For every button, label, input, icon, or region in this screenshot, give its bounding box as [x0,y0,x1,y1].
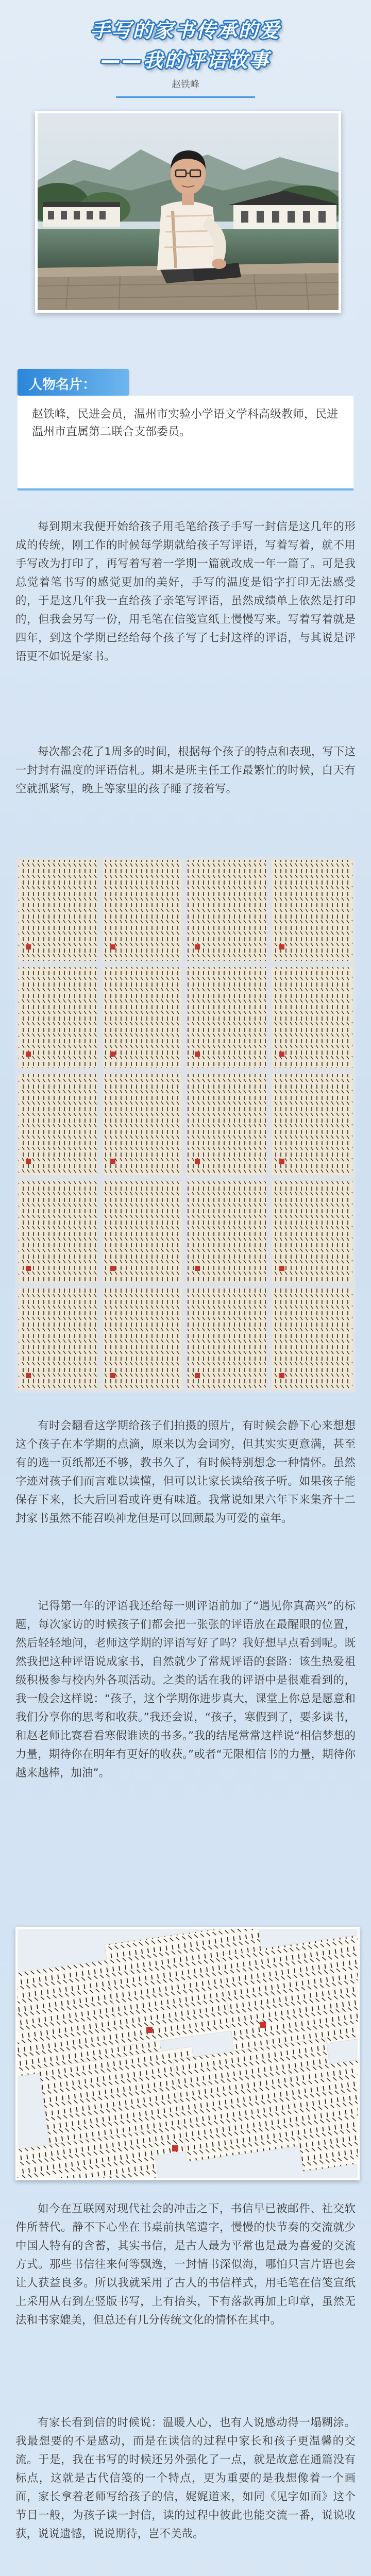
letters-stack-illustration [18,1929,358,2178]
author-photo [35,111,341,313]
paragraph-4: 记得第一年的评语我还给每一则评语前加了“遇见你真高兴”的标题，每次家访的时候孩子们都会把一张张的评语放在最醒眼的位置，然后轻轻地问，老师这学期的评语写好了吗？我好想早点看到呢。既然我把这种评语说成家书，自然就少了常规评语的套路：该生热爱祖级积极参与校内外各项活动。之类的话在我的评语中是很难看到的，我一般会这样说：“孩子，这个学期你进步真大，课堂上你总是愿意和我们分享你的思考和收获。”我还会说，“孩子，寒假到了，要多读书，和赵老师比赛看看寒假谁读的书多。”我的结尾常常这样说“相信梦想的力量，期待你在明年有更好的收获。”或者“无限相信书的力量，期待你越来越棒，加油”。 [15,1600,356,1780]
author-photo-illustration [38,113,339,310]
paragraph-2: 每次都会花了1周多的时间，根据每个孩子的特点和表现，写下这一封封有温度的评语信札。期末是班主任工作最繁忙的时候，白天有空就抓紧写，晚上等家里的孩子睡了接着写。 [15,745,356,795]
paragraph-1: 每到期末我便开始给孩子用毛笔给孩子手写一封信是这几年的形成的传统，刚工作的时候每学期就给孩子写评语，写着写着，就不用手写改为打印了，再写着写着一学期一篇就改成一年一篇了。可是我总觉着笔书写的感觉更加的美好，手写的温度是铅字打印无法感受的，于是这几年我一直给孩子亲笔写评语，虽然成绩单上依然是打印的，但我会另写一份，用毛笔在信笺宣纸上慢慢写来。写着写着就是四年，到这个学期已经给每个孩子写了七封这样的评语，与其说是评语更不如说是家书。 [15,520,356,663]
article-title [0,15,371,75]
letter-gallery-images [15,857,356,1393]
letters-stack-photo [15,1927,360,2180]
profile-heading [18,369,129,396]
profile-heading-label: 人物名片： [29,377,96,393]
title-line-2: ——我的评语故事 [100,49,270,72]
title-line-1: 手写的家书传承的爱 [90,19,281,42]
author-divider [116,96,255,98]
paragraph-6: 有家长看到信的时候说：温暖人心，也有人说感动得一塌糊涂。我最想要的不是感动，而是在读信的过程中家长和孩子更温馨的交流。于是，我在书写的时候还另外强化了一点，就是故意在通篇没有标点，这就是古代信笺的一个特点，更为重要的是我想像着一个画面，家长拿着老师写给孩子的信，娓娓道来，如同《见字如面》这个节目一般，为孩子读一封信，读的过程中彼此也能交流一番，说说收获，说说遗憾，说说期待，岂不美哉。 [15,2416,356,2540]
letter-gallery [15,857,356,1393]
profile-card [18,396,353,490]
profile-text: 赵铁峰，民进会员，温州市实验小学语文学科高级教师，民进温州市直属第二联合支部委员。 [32,408,339,438]
paragraph-5: 如今在互联网对现代社会的冲击之下，书信早已被邮件、社交软件所替代。静不下心坐在书桌前执笔遣字，慢慢的快节奏的交流就少中国人特有的含蓄，其实书信，是古人最为平常也是最为喜爱的交流方式。那些书信往来何等飘逸，一封情书深似海，哪怕只言片语也会让人获益良多。所以我就采用了古人的书信样式，用毛笔在信笺宣纸上采用从右到左竖版书写，上有抬头，下有落款再加上印章，虽然无法和书家媲美，但总还有几分传统文化的情怀在其中。 [15,2202,356,2327]
author-name: 赵铁峰 [172,79,199,90]
paragraph-3: 有时会翻看这学期给孩子们拍摄的照片，有时候会静下心来想想这个孩子在本学期的点滴，原来以为会词穷，但其实实更意满，甚至有的选一页纸都还不够，教书久了，有时候特别想念一种情怀。虽然字迹对孩子们而言难以读懂，但可以让家长读给孩子听。如果孩子能保存下来，长大后回看或许更有味道。我常说如果六年下来集齐十二封家书虽然不能召唤神龙但是可以回顾最为可爱的童年。 [15,1419,356,1525]
